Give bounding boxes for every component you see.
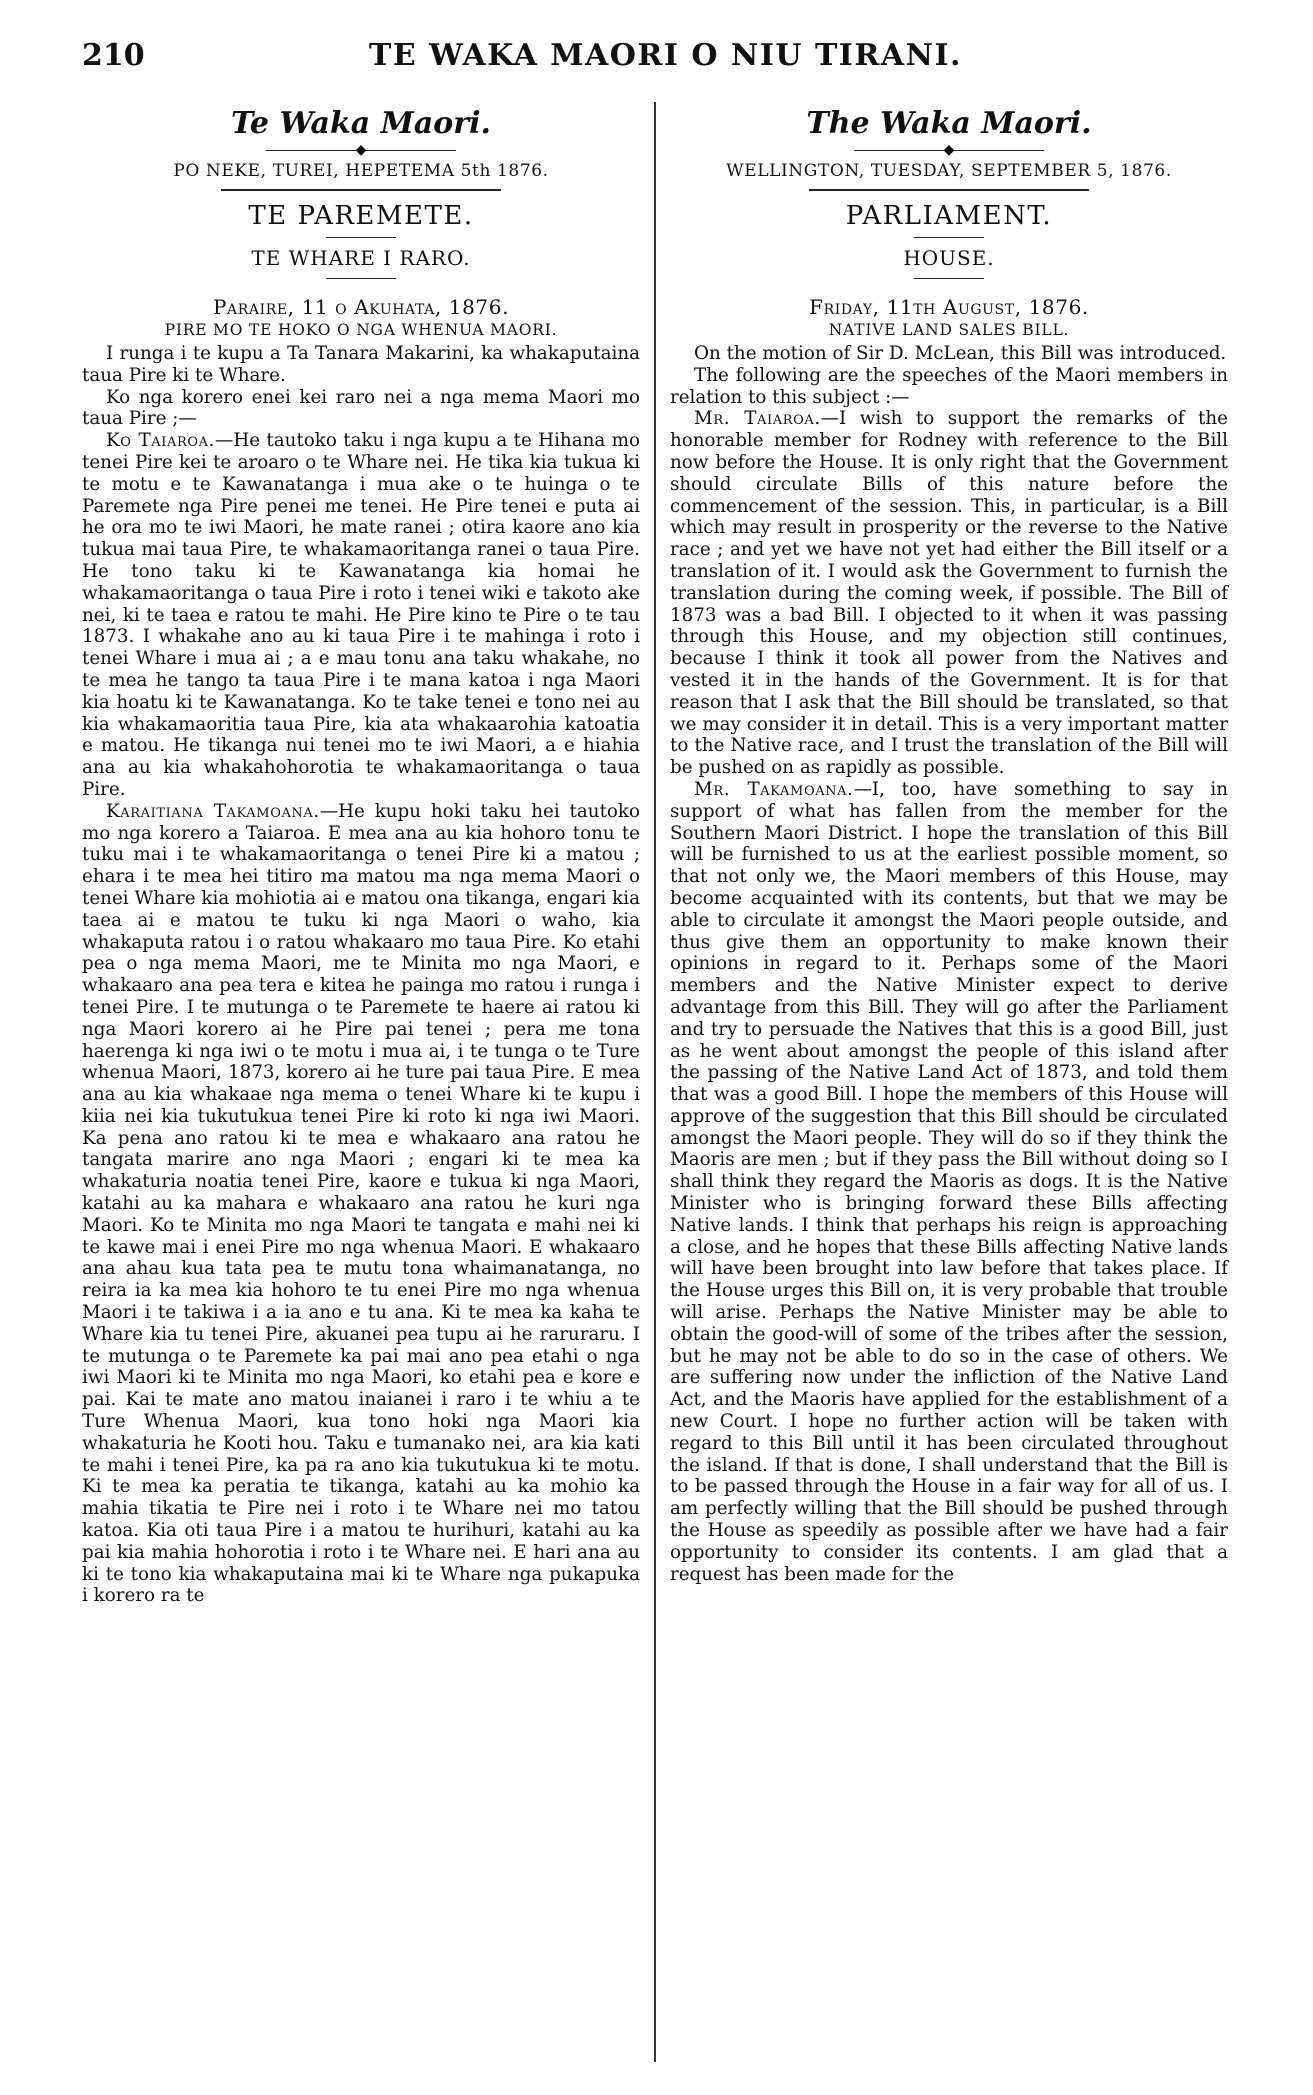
paragraph bbox=[82, 387, 640, 431]
paragraph-text: On the motion of Sir D. McLean, this Bill was introduced. bbox=[694, 343, 1227, 364]
paragraph-text: The following are the speeches of the Maori members in relation to this subject :— bbox=[670, 364, 1228, 408]
running-title: TE WAKA MAORI O NIU TIRANI. bbox=[369, 38, 962, 73]
speaker-name: Ko Taiaroa. bbox=[106, 430, 216, 452]
paragraph bbox=[82, 801, 640, 1607]
masthead-english: The Waka Maori. bbox=[806, 106, 1092, 141]
paragraph-text: —I wish to support the remarks of the honorable member for Rodney with reference to the Bill now before the House. It is only right that the Government should circulate Bills of this nature before the commencement of the session. This, in particular, is a Bill which may result in prosperity or the reverse to the Native race ; and yet we have not yet had either the Bill itself or a translation of it. I would ask the Government to furnish the translation during the coming week, if possible. The Bill of 1873 was a bad Bill. I objected to it when it was passing through this House, and my objection still continues, because I think it took all power from the Natives and vested it in the hands of the Government. It is for that reason that I ask that the Bill should be translated, so that we may consider it in detail. This is a very important matter to the Native race, and I trust the translation of the Bill will be pushed on as rapidly as possible. bbox=[670, 408, 1228, 779]
section-title-english: PARLIAMENT. bbox=[845, 201, 1053, 231]
divider bbox=[326, 278, 396, 279]
ornament-divider: ◆ bbox=[82, 143, 640, 157]
divider bbox=[809, 189, 1089, 191]
divider bbox=[914, 278, 984, 279]
paragraph bbox=[670, 365, 1228, 409]
page-number: 210 bbox=[82, 38, 145, 73]
article-body-english bbox=[670, 343, 1228, 1585]
maori-column bbox=[82, 102, 654, 2062]
ornament-divider: ◆ bbox=[670, 143, 1228, 157]
columns bbox=[82, 102, 1249, 2062]
speaker-name: Mr. Takamoana. bbox=[694, 778, 854, 800]
dateline-english: WELLINGTON, TUESDAY, SEPTEMBER 5, 1876. bbox=[726, 161, 1172, 181]
paragraph bbox=[670, 408, 1228, 779]
section-title-maori: TE PAREMETE. bbox=[248, 201, 474, 231]
english-column bbox=[656, 102, 1228, 2062]
divider bbox=[326, 237, 396, 238]
paragraph-text: —He tautoko taku i nga kupu a te Hihana mo tenei Pire kei te aroaro o te Whare nei. He tika kia tukua ki te motu e te Kawanatanga i mua ake o te huinga o te Paremete nga Pire penei me tenei. He Pire tenei e puta ai he ora mo te iwi Maori, he mate ranei ; otira kaore ano kia tukua mai taua Pire, te whakamaoritanga ranei o taua Pire. He tono taku ki te Kawanatanga kia homai he whakamaoritanga o taua Pire i roto i tenei wiki e takoto ake nei, ki te taea e ratou te mahi. He Pire kino te Pire o te tau 1873. I whakahe ano au ki taua Pire i te mahinga i roto i tenei Whare i mua ai ; a e mau tonu ana taku whakahe, no te mea he tango ta taua Pire i te mana katoa i nga Maori kia hoatu ki te Kawanatanga. Ko te take tenei e tono nei au kia whakamaoritia taua Pire, kia ata whakaarohia katoatia e matou. He tikanga nui tenei mo te iwi Maori, a e hiahia ana au kia whakahohorotia te whakamaoritanga o taua Pire. bbox=[82, 430, 640, 800]
paragraph bbox=[82, 430, 640, 801]
speaker-name: Karaitiana Takamoana. bbox=[106, 800, 320, 822]
speaker-name: Mr. Taiaroa. bbox=[694, 408, 821, 430]
subsection-title-english: HOUSE. bbox=[903, 246, 995, 270]
article-body-maori bbox=[82, 343, 640, 1607]
dateline-maori: PO NEKE, TUREI, HEPETEMA 5th 1876. bbox=[173, 161, 549, 181]
paragraph bbox=[670, 343, 1228, 365]
sitting-date-english: Friday, 11th August, 1876. bbox=[809, 295, 1089, 319]
bill-title-maori: PIRE MO TE HOKO O NGA WHENUA MAORI. bbox=[164, 321, 558, 339]
sitting-date-maori: Paraire, 11 o Akuhata, 1876. bbox=[212, 295, 510, 319]
paragraph-text: —I, too, have something to say in support of what has fallen from the member for the Southern Maori District. I hope the translation of this Bill will be furnished to us at the earliest possible moment, so that not only we, the Maori members of this House, may become acquainted with its contents, but that we may be able to circulate it amongst the Maori people outside, and thus give them an opportunity to make known their opinions in regard to it. Perhaps some of the Maori members and the Native Minister expect to derive advantage from this Bill. They will go after the Parliament and try to persuade the Natives that this is a good Bill, just as he went about amongst the people of this island after the passing of the Native Land Act of 1873, and told them that was a good Bill. I hope the members of this House will approve of the suggestion that this Bill should be circulated amongst the Maori people. They will do so if they think the Maoris are men ; but if they pass the Bill without doing so I shall think they regard the Maoris as dogs. It is the Native Minister who is bringing forward these Bills affecting Native lands. I think that perhaps his reign is approaching a close, and he hopes that these Bills affecting Native lands will have been brought into law before that takes place. If the House urges this Bill on, it is very probable that trouble will arise. Perhaps the Native Minister may be able to obtain the good-will of some of the tribes after the session, but he may not be able to do so in the case of others. We are suffering now under the infliction of the Native Land Act, and the Maoris have applied for the establishment of a new Court. I hope no further action will be taken with regard to this Bill until it has been circulated throughout the island. If that is done, I shall understand that the Bill is to be passed through the House in a fair way for all of us. I am perfectly willing that the Bill should be pushed through the House as speedily as possible after we have had a fair opportunity to consider its contents. I am glad that a request has been made for the bbox=[670, 778, 1228, 1585]
paragraph-text: —He kupu hoki taku hei tautoko mo nga korero a Taiaroa. E mea ana au kia hohoro tonu te tuku mai i te whakamaoritanga o tenei Pire ki a matou ; ehara i te mea hei titiro ma matou ma nga mema Maori o tenei Whare kia mohiotia ai e matou ona tikanga, engari kia taea ai e matou te tuku ki nga Maori o waho, kia whakaputa ratou i o ratou whakaaro mo taua Pire. Ko etahi pea o nga mema Maori, me te Minita mo nga Maori, e whakaaro ana pea tera e kitea he painga mo ratou i runga i tenei Pire. I te mutunga o te Paremete te haere ai ratou ki nga Maori korero ai he Pire pai tenei ; pera me tona haerenga ki nga iwi o te motu i mua ai, i te tunga o te Ture whenua Maori, 1873, korero ai he ture pai taua Pire. E mea ana au kia whakaae nga mema o tenei Whare ki te kupu i kiia nei kia tukutukua tenei Pire ki roto ki nga iwi Maori. Ka pena ano ratou ki te mea e whakaaro ana ratou he tangata marire ano nga Maori ; engari ki te mea ka whakaturia noatia tenei Pire, kaore e tukua ki nga Maori, katahi au ka mahara e whakaaro ana ratou he kuri nga Maori. Ko te Minita mo nga Maori te tangata e mahi nei ki te kawe mai i enei Pire mo nga whenua Maori. E whakaaro ana ahau kua tata pea te mutu tona whaimanatanga, no reira ia ka mea kia hohoro te tu enei Pire mo nga whenua Maori i te takiwa i a ia ano e tu ana. Ki te mea ka kaha te Whare kia tu tenei Pire, akuanei pea tupu ai he raruraru. I te mutunga o te Paremete ka pai mai ano pea etahi o nga iwi Maori ki te Minita mo nga Maori, ko etahi pea e kore e pai. Kai te mate ano matou inaianei i raro i te whiu a te Ture Whenua Maori, kua tono hoki nga Maori kia whakaturia he Kooti hou. Taku e tumanako nei, ara kia kati te mahi i tenei Pire, ka pa ra ano kia tukutukua ki te motu. Ki te mea ka peratia te tikanga, katahi au ka mohio ka mahia tikatia te Pire nei i roto i te Whare nei mo tatou katoa. Kia oti taua Pire i a matou te hurihuri, katahi au ka pai kia mahia hohorotia i roto i te Whare nei. E hari ana au ki te tono kia whakaputaina mai ki te Whare nga pukapuka i korero ra te bbox=[82, 800, 641, 1607]
subsection-title-maori: TE WHARE I RARO. bbox=[251, 246, 471, 270]
paragraph bbox=[82, 343, 640, 387]
paragraph bbox=[670, 779, 1228, 1585]
bill-title-english: NATIVE LAND SALES BILL. bbox=[828, 321, 1070, 339]
divider bbox=[221, 189, 501, 191]
paragraph-text: I runga i te kupu a Ta Tanara Makarini, ka whakaputaina taua Pire ki te Whare. bbox=[82, 343, 640, 386]
page-header bbox=[82, 38, 1249, 94]
paragraph-text: Ko nga korero enei kei raro nei a nga mema Maori mo taua Pire ;— bbox=[82, 386, 640, 430]
masthead-maori: Te Waka Maori. bbox=[231, 106, 491, 141]
divider bbox=[914, 237, 984, 238]
